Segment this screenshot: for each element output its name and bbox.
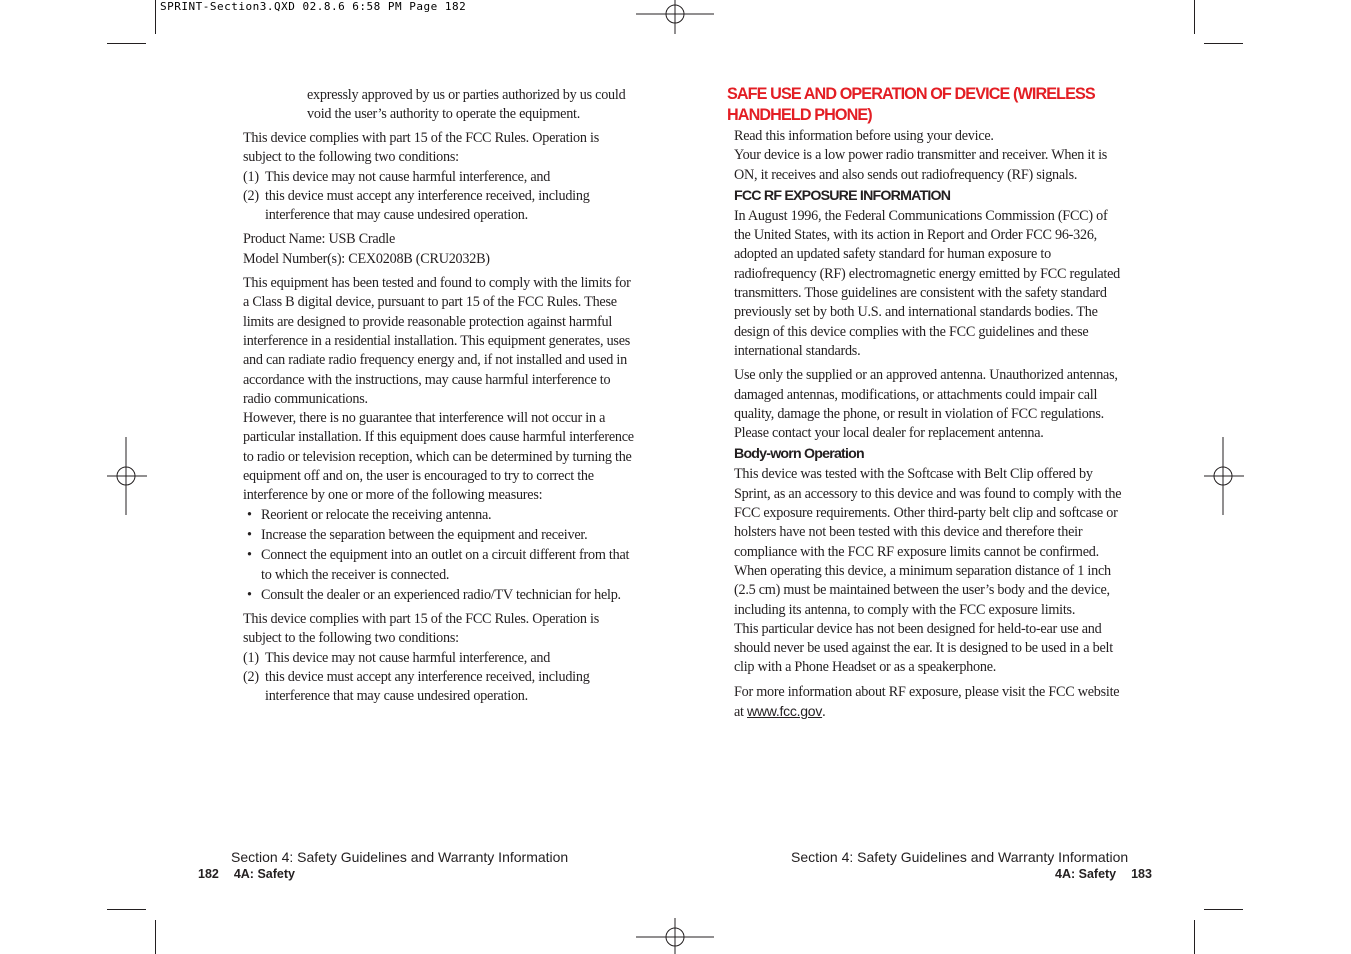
list-item: [243, 668, 634, 707]
bullet-item: [247, 506, 634, 525]
left-page-intro: expressly approved by us or parties authorized by us could void the user’s authority to operate the equipment.: [307, 87, 626, 123]
left-footer-page: [198, 867, 295, 881]
held-to-ear-paragraph: This particular device has not been designed for held-to-ear use and should never be used against the ear. It is designed to be used in a belt clip with a Phone Headset or as a speakerphone.: [734, 620, 1113, 676]
more-info-paragraph: [734, 683, 1124, 723]
low-power-paragraph: Your device is a low power radio transmitter and receiver. When it is ON, it receives and also sends out radiofrequency (RF) signals.: [734, 147, 1108, 183]
printer-slug: SPRINT-Section3.QXD 02.8.6 6:58 PM Page 182: [160, 0, 467, 13]
page-number: 183: [1131, 867, 1152, 881]
list-item: [243, 649, 634, 668]
read-info: Read this information before using your device.: [734, 128, 994, 144]
registration-mark-left: [107, 437, 147, 515]
list-number: (2): [243, 187, 259, 204]
antenna-paragraph: Use only the supplied or an approved antenna. Unauthorized antennas, damaged antennas, modifications, or attachments could impair call quality, damage the phone, or result in violation of FCC regulations. Please contact your local dealer for replacement antenna.: [734, 367, 1118, 442]
list-number: (2): [243, 669, 259, 686]
right-page-body: [734, 127, 1124, 722]
list-number: (1): [243, 168, 259, 185]
rf-exposure-heading: FCC RF EXPOSURE INFORMATION: [734, 187, 951, 204]
list-text: this device must accept any interference received, including interference that may cause undesired operation.: [265, 669, 590, 705]
model-number: Model Number(s): CEX0208B (CRU2032B): [243, 250, 490, 267]
fcc-compliance-paragraph: This device complies with part 15 of the FCC Rules. Operation is subject to the following two conditions:: [243, 130, 599, 166]
right-footer-page: [1055, 867, 1152, 881]
fcc-compliance-paragraph: This device complies with part 15 of the FCC Rules. Operation is subject to the following two conditions:: [243, 611, 599, 647]
left-footer-section: Section 4: Safety Guidelines and Warranty Information: [231, 849, 569, 865]
rf-exposure-paragraph: In August 1996, the Federal Communications Commission (FCC) of the United States, with its action in Report and Order FCC 96-326, adopted an updated safety standard for human exposure to radiofrequency (RF) electromagnetic energy emitted by FCC regulated transmitters. Those guidelines are consistent with the safety standard previously set by both U.S. and international standards bodies. The design of this device complies with the FCC guidelines and these international standards.: [734, 207, 1121, 359]
heading-line: HANDHELD PHONE): [727, 106, 872, 124]
list-number: (1): [243, 649, 259, 666]
fcc-website-link[interactable]: www.fcc.gov: [747, 703, 823, 720]
class-b-paragraph: This equipment has been tested and found to comply with the limits for a Class B digital device, pursuant to part 15 of the FCC Rules. These limits are designed to provide reasonable protection against harmful interference in a residential installation. This equipment generates, uses and can radiate radio frequency energy and, if not installed and used in accordance with the instructions, may cause harmful interference to radio communications.: [243, 275, 631, 407]
bullet-item: [247, 526, 634, 545]
left-page-body: [243, 129, 634, 707]
bullet-text: Increase the separation between the equipment and receiver.: [261, 526, 588, 543]
bullet-icon: •: [247, 586, 252, 603]
heading-line: SAFE USE AND OPERATION OF DEVICE (WIRELESS: [727, 85, 1095, 103]
safe-use-heading: [727, 84, 1127, 126]
product-name: Product Name: USB Cradle: [243, 231, 396, 248]
bullet-text: Connect the equipment into an outlet on a circuit different from that to which the receiver is connected.: [261, 547, 630, 583]
bullet-icon: •: [247, 506, 252, 523]
registration-mark-right: [1204, 437, 1244, 515]
registration-mark-bottom: [636, 918, 714, 954]
page-label: 4A: Safety: [1055, 867, 1117, 881]
interference-paragraph: However, there is no guarantee that interference will not occur in a particular installation. If this equipment does cause harmful interference to radio or television reception, which can be determined by turning the equipment off and on, the user is encouraged to try to correct the interference by one or more of the following measures:: [243, 410, 634, 504]
more-info-text: For more information about RF exposure, please visit the FCC website at: [734, 683, 1120, 721]
bullet-item: [247, 546, 634, 585]
list-item: [243, 168, 634, 187]
bullet-icon: •: [247, 526, 252, 543]
registration-mark-top: [636, 0, 714, 34]
body-worn-paragraph: This device was tested with the Softcase with Belt Clip offered by Sprint, as an accessory to this device and was found to comply with the FCC exposure requirements. Other third-party belt clip and softcase or holsters have not been tested with this device and therefore their compliance with the FCC RF exposure limits cannot be confirmed. When operating this device, a minimum separation distance of 1 inch (2.5 cm) must be maintained between the user’s body and the device, including its antenna, to comply with the FCC exposure limits.: [734, 466, 1122, 618]
page-label: 4A: Safety: [233, 867, 295, 881]
bullet-icon: •: [247, 547, 252, 564]
bullet-text: Consult the dealer or an experienced radio/TV technician for help.: [261, 586, 621, 603]
body-worn-heading: Body-worn Operation: [734, 446, 864, 463]
list-text: This device may not cause harmful interference, and: [265, 168, 551, 185]
list-text: This device may not cause harmful interference, and: [265, 649, 551, 666]
list-item: [243, 187, 634, 226]
bullet-item: [247, 586, 634, 605]
list-text: this device must accept any interference received, including interference that may cause undesired operation.: [265, 187, 590, 224]
bullet-text: Reorient or relocate the receiving antenna.: [261, 506, 492, 523]
page-number: 182: [198, 867, 219, 881]
right-footer-section: Section 4: Safety Guidelines and Warranty Information: [791, 849, 1129, 865]
period: .: [822, 704, 826, 721]
